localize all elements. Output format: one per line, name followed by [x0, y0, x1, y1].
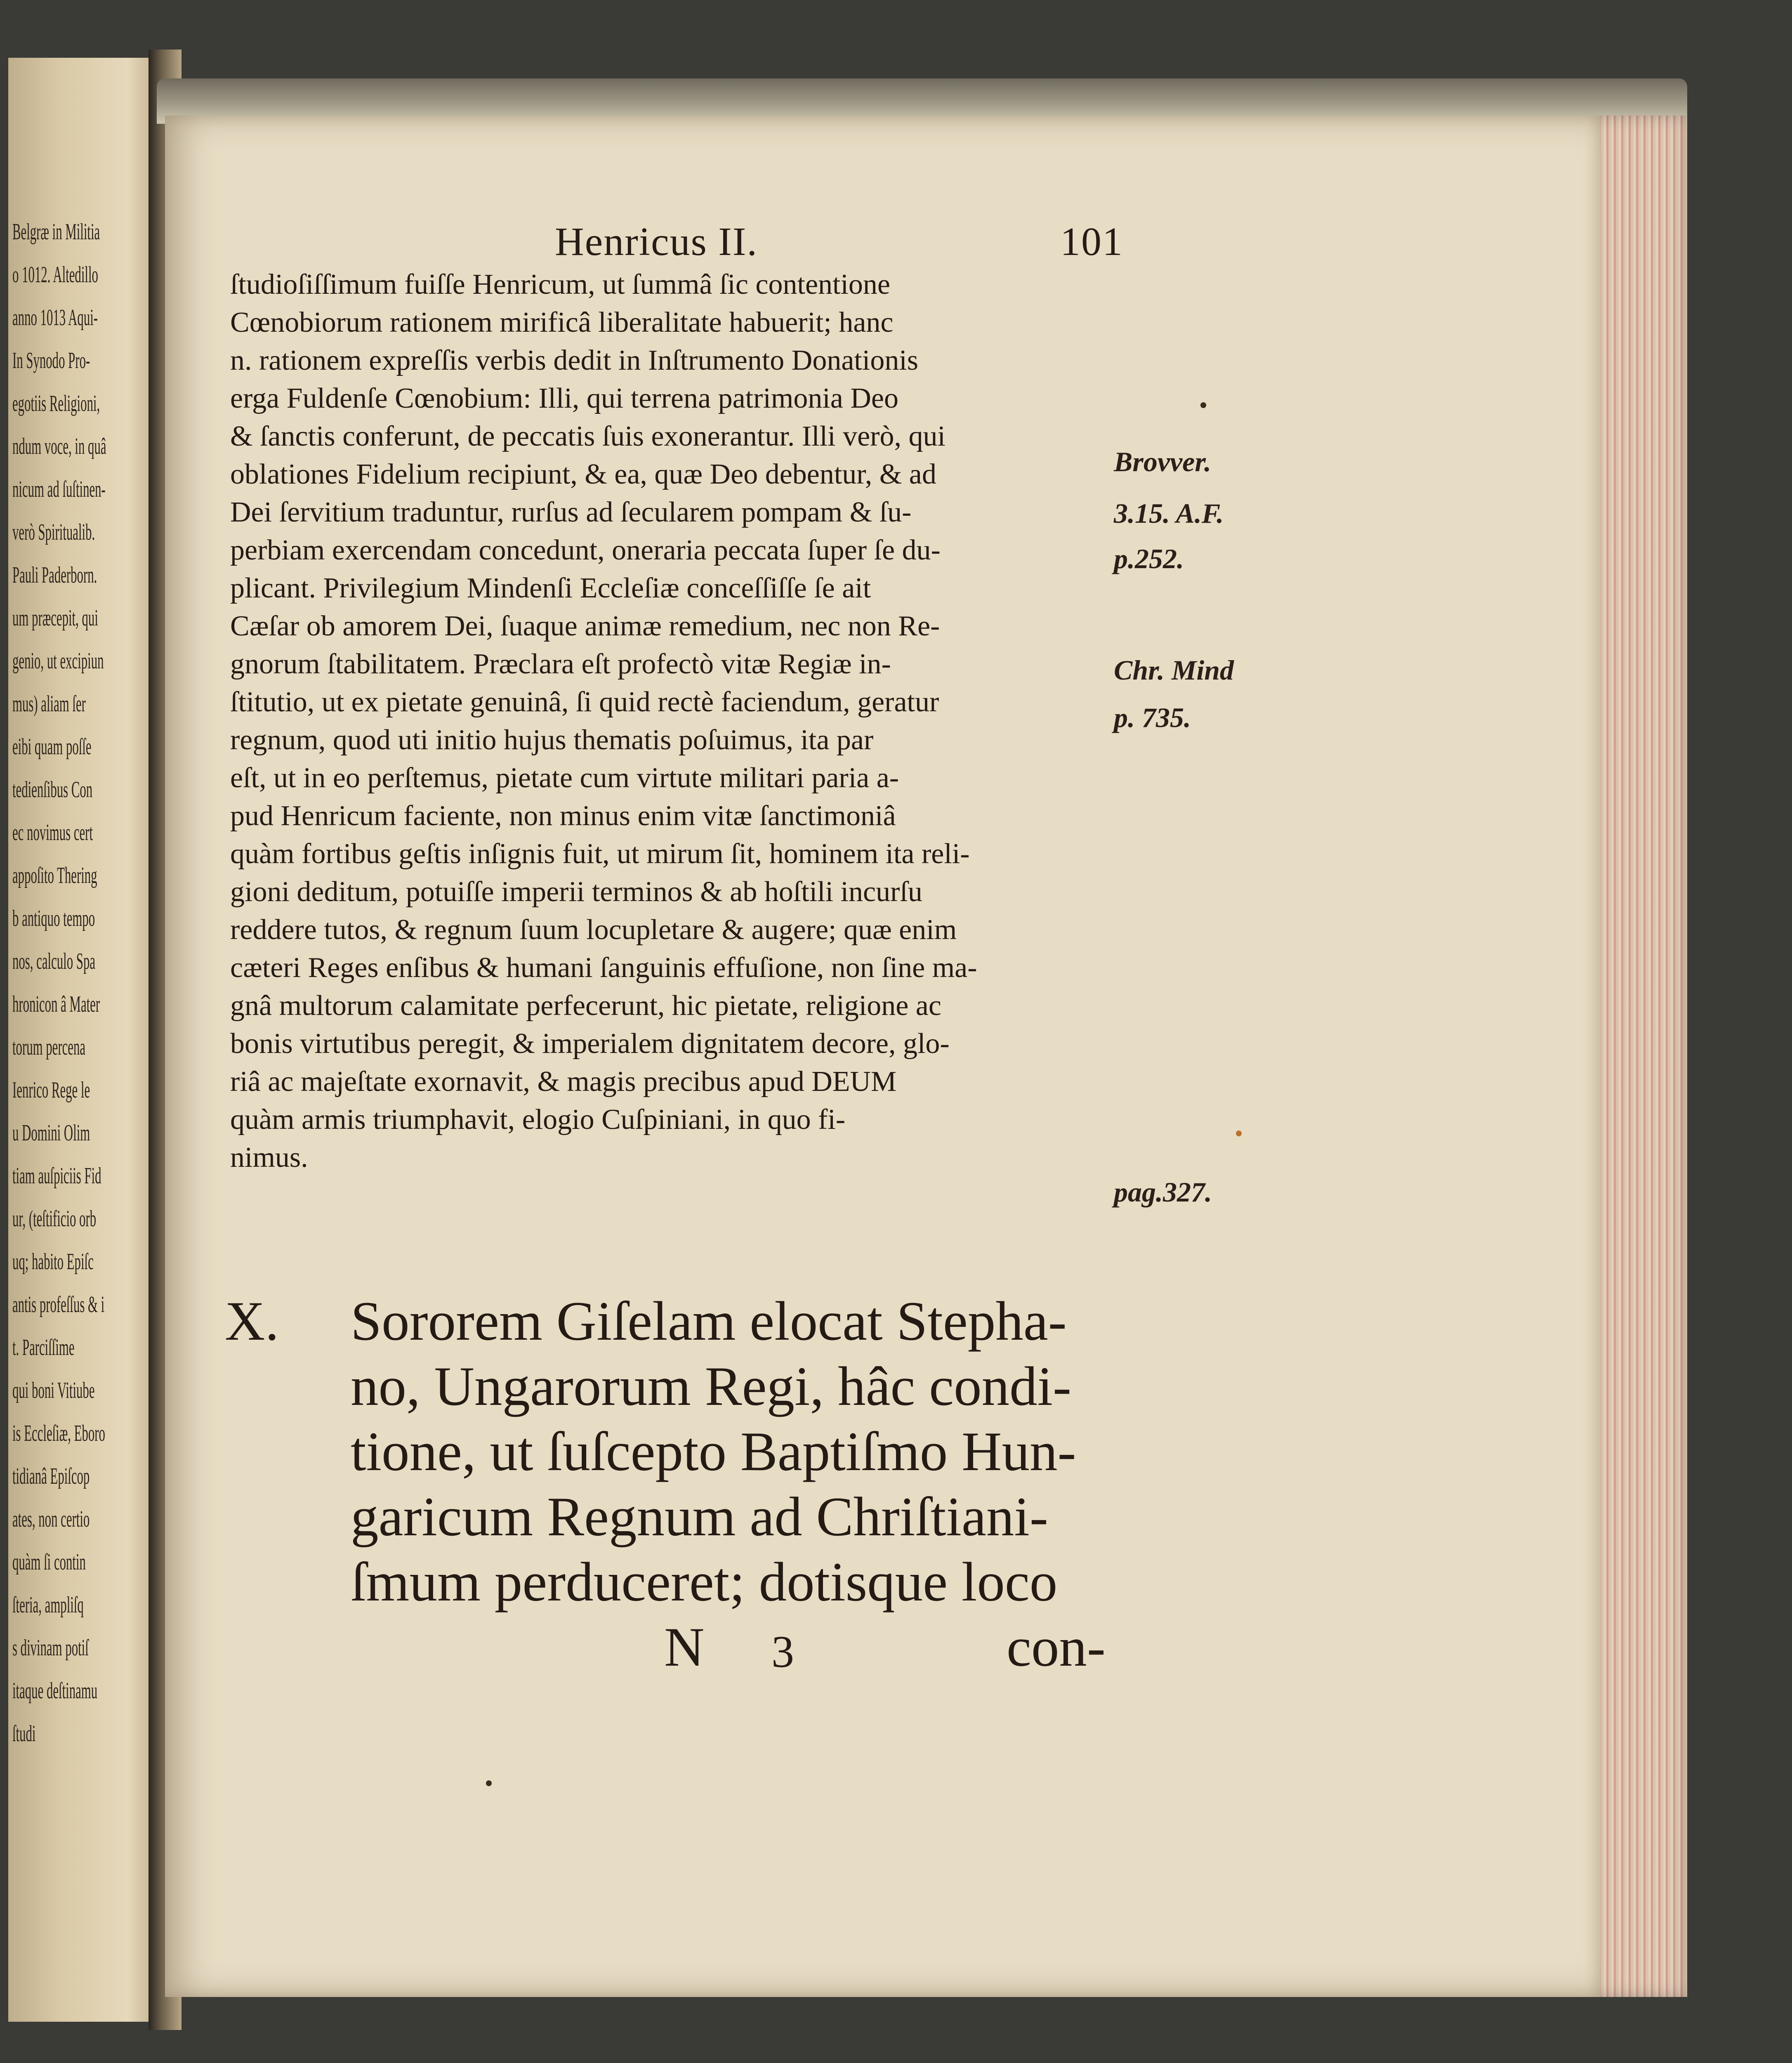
body-line: perbiam exercendam concedunt, oneraria peccata ſuper ſe du- — [230, 534, 941, 566]
body-line: ſtitutio, ut ex pietate genuinâ, ſi quid rectè faciendum, geratur — [230, 686, 939, 718]
body-line: regnum, quod uti initio hujus thematis poſuimus, ita par — [230, 724, 874, 756]
body-line: gnâ multorum calamitate perfecerunt, hic pietate, religione ac — [230, 990, 941, 1022]
facing-page-line: In Synodo Pro- — [12, 348, 90, 373]
facing-page-line: nicum ad ſuſtinen- — [12, 477, 106, 502]
facing-page-line: o 1012. Altedillo — [12, 262, 98, 288]
ink-speck — [486, 1780, 492, 1786]
ink-speck — [1236, 1131, 1242, 1136]
body-line: plicant. Privilegium Mindenſi Eccleſiæ conceſſiſſe ſe ait — [230, 572, 871, 604]
facing-page-line: itaque deſtinamu — [12, 1678, 98, 1704]
page-number: 101 — [1060, 220, 1123, 264]
body-line: Cæſar ob amorem Dei, ſuaque animæ remedium, nec non Re- — [230, 610, 940, 642]
body-line: reddere tutos, & regnum ſuum locupletare & augere; quæ enim — [230, 914, 957, 946]
body-line: nimus. — [230, 1142, 308, 1173]
body-line: oblationes Fidelium recipiunt, & ea, quæ Deo debentur, & ad — [230, 458, 936, 490]
body-line: Cœnobiorum rationem mirificâ liberalitate habuerit; hanc — [230, 307, 894, 338]
facing-page-line: tidianâ Epiſcop — [12, 1463, 90, 1489]
facing-page-line: antis profeſſus & i — [12, 1292, 105, 1317]
ink-speck — [1200, 402, 1206, 408]
body-line: quàm fortibus geſtis inſignis fuit, ut mirum ſit, hominem ita reli- — [230, 838, 970, 870]
facing-page-line: ur, (teſtificio orb — [12, 1206, 97, 1232]
margin-note: 3.15. A.F. — [1114, 498, 1224, 529]
body-line: & ſanctis conferunt, de peccatis ſuis exonerantur. Illi verò, qui — [230, 420, 946, 452]
section-line: ſmum perduceret; dotisque loco — [351, 1551, 1058, 1613]
facing-page-line: tiam auſpiciis Fid — [12, 1163, 101, 1189]
facing-page-line: u Domini Olim — [12, 1120, 90, 1146]
body-line: gnorum ſtabilitatem. Præclara eſt profectò vitæ Regiæ in- — [230, 648, 891, 680]
facing-page-line: genio, ut excipiun — [12, 648, 104, 674]
body-line: ſtudioſiſſimum fuiſſe Henricum, ut ſummâ ſic contentione — [230, 269, 890, 300]
margin-note: p. 735. — [1114, 702, 1191, 733]
facing-page-line: ndum voce, in quâ — [12, 434, 106, 459]
facing-page-line: s divinam potiſ — [12, 1635, 89, 1661]
facing-page-line: uq; habito Epiſc — [12, 1249, 94, 1275]
margin-note: pag.327. — [1114, 1176, 1212, 1208]
facing-page-line: torum percena — [12, 1034, 86, 1060]
body-line: Dei ſervitium traduntur, rurſus ad ſecularem pompam & ſu- — [230, 496, 912, 528]
facing-page-fragment — [8, 58, 157, 2022]
body-line: cæteri Reges enſibus & humani ſanguinis effuſione, non ſine ma- — [230, 952, 977, 984]
margin-note: Brovver. — [1114, 446, 1212, 477]
facing-page-line: Ienrico Rege le — [12, 1077, 90, 1103]
facing-page-line: ſteria, ampliſq — [12, 1592, 84, 1618]
body-line: gioni deditum, potuiſſe imperii terminos & ab hoſtili incurſu — [230, 876, 922, 908]
facing-page-line: um præcepit, qui — [12, 605, 98, 631]
section-number: X. — [225, 1291, 279, 1352]
section-line: Sororem Giſelam elocat Stepha- — [351, 1291, 1067, 1352]
body-line: riâ ac majeſtate exornavit, & magis precibus apud DEUM — [230, 1066, 897, 1098]
facing-page-line: eibi quam poſſe — [12, 734, 92, 760]
margin-note: p.252. — [1114, 543, 1184, 574]
body-line: eſt, ut in eo perſtemus, pietate cum virtute militari paria a- — [230, 762, 899, 794]
facing-page-line: tedienſibus Con — [12, 777, 93, 803]
margin-note: Chr. Mind — [1114, 654, 1234, 686]
body-line: quàm armis triumphavit, elogio Cuſpiniani, in quo fi- — [230, 1104, 846, 1135]
section-line: tione, ut ſuſcepto Baptiſmo Hun- — [351, 1421, 1076, 1482]
facing-page-line: ec novimus cert — [12, 820, 93, 845]
facing-page-line: hronicon â Mater — [12, 991, 100, 1017]
facing-page-line: Pauli Paderborn. — [12, 562, 97, 588]
body-line: erga Fuldenſe Cœnobium: Illi, qui terrena patrimonia Deo — [230, 382, 898, 414]
body-line: pud Henricum faciente, non minus enim vitæ ſanctimoniâ — [230, 800, 896, 832]
facing-page-line: ates, non certio — [12, 1506, 90, 1532]
running-head-title: Henricus II. — [555, 220, 758, 264]
facing-page-line: egotiis Religioni, — [12, 391, 100, 416]
facing-page-line: nos, calculo Spa — [12, 949, 96, 974]
facing-page-line: mus) aliam ſer — [12, 691, 86, 717]
facing-page-line: b antiquo tempo — [12, 906, 95, 931]
facing-page-line: ſtudi — [12, 1721, 36, 1747]
facing-page-line: verò Spiritualib. — [12, 519, 95, 545]
facing-page-line: qui boni Vitiube — [12, 1378, 95, 1403]
facing-page-line: is Eccleſiæ, Eboro — [12, 1421, 105, 1446]
body-line: bonis virtutibus peregit, & imperialem dignitatem decore, glo- — [230, 1028, 950, 1060]
section-line: garicum Regnum ad Chriſtiani- — [351, 1486, 1048, 1548]
facing-page-line: appoſito Thering — [12, 863, 97, 888]
facing-page-line: anno 1013 Aqui- — [12, 305, 98, 330]
catchword: con- — [1007, 1617, 1106, 1678]
facing-page-line: Belgræ in Militia — [12, 219, 100, 245]
facing-page-line: t. Parciſſime — [12, 1335, 75, 1360]
section-line: no, Ungarorum Regi, hâc condi- — [351, 1356, 1072, 1417]
signature-mark: N — [664, 1617, 705, 1678]
signature-number: 3 — [771, 1626, 794, 1677]
body-line: n. rationem expreſſis verbis dedit in Inſtrumento Donationis — [230, 345, 919, 376]
facing-page-line: quàm ſi contin — [12, 1549, 86, 1575]
